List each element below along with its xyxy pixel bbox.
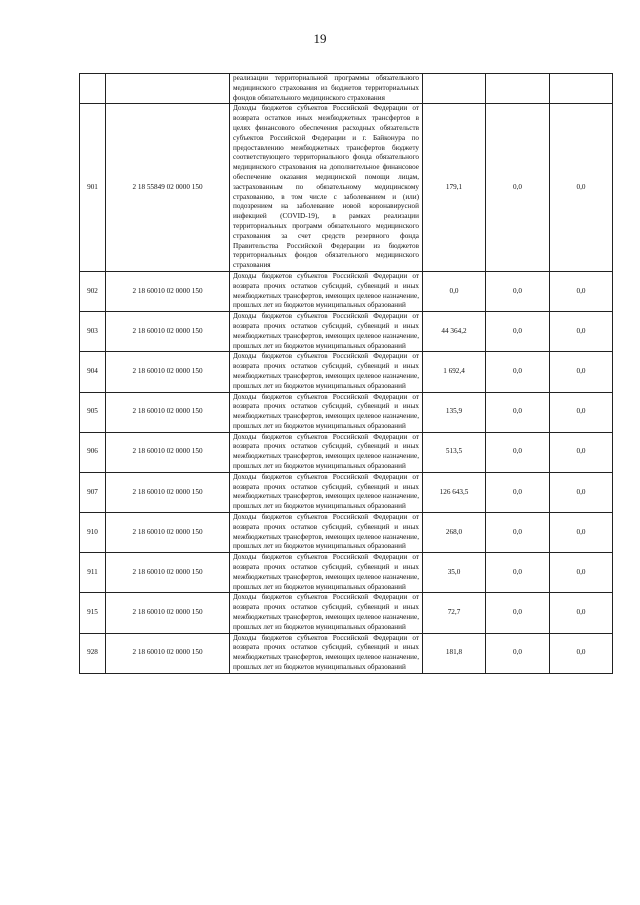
table-row [80,633,613,673]
amount-year-1-cell: 268,0 [423,513,486,553]
revenue-name-cell: Доходы бюджетов субъектов Российской Федерации от возврата прочих остатков субсидий, субвенций и иных межбюджетных трансфертов, имеющих целевое назначение, прошлых лет из бюджетов муниципальных образований [230,312,423,352]
budget-classification-code-cell: 2 18 55849 02 0000 150 [106,104,230,272]
amount-year-2-cell: 0,0 [486,312,550,352]
revenue-name-cell: Доходы бюджетов субъектов Российской Федерации от возврата прочих остатков субсидий, субвенций и иных межбюджетных трансфертов, имеющих целевое назначение, прошлых лет из бюджетов муниципальных образований [230,352,423,392]
budget-classification-code-cell: 2 18 60010 02 0000 150 [106,432,230,472]
amount-year-2-cell: 0,0 [486,513,550,553]
budget-classification-code-cell: 2 18 60010 02 0000 150 [106,593,230,633]
table-row [80,271,613,311]
admin-code-cell: 903 [80,312,106,352]
admin-code-cell: 901 [80,104,106,272]
budget-classification-code-cell: 2 18 60010 02 0000 150 [106,352,230,392]
amount-year-2-cell: 0,0 [486,392,550,432]
amount-year-3-cell: 0,0 [550,312,613,352]
amount-year-3-cell: 0,0 [550,633,613,673]
revenue-name-cell: Доходы бюджетов субъектов Российской Федерации от возврата прочих остатков субсидий, субвенций и иных межбюджетных трансфертов, имеющих целевое назначение, прошлых лет из бюджетов муниципальных образований [230,392,423,432]
budget-classification-code-cell: 2 18 60010 02 0000 150 [106,633,230,673]
amount-year-3-cell: 0,0 [550,104,613,272]
revenue-name-cell: Доходы бюджетов субъектов Российской Федерации от возврата прочих остатков субсидий, субвенций и иных межбюджетных трансфертов, имеющих целевое назначение, прошлых лет из бюджетов муниципальных образований [230,472,423,512]
amount-year-1-cell: 72,7 [423,593,486,633]
amount-year-3-cell: 0,0 [550,352,613,392]
amount-year-2-cell: 0,0 [486,104,550,272]
revenue-name-cell: Доходы бюджетов субъектов Российской Федерации от возврата прочих остатков субсидий, субвенций и иных межбюджетных трансфертов, имеющих целевое назначение, прошлых лет из бюджетов муниципальных образований [230,633,423,673]
amount-year-2-cell [486,74,550,104]
amount-year-2-cell: 0,0 [486,593,550,633]
budget-classification-code-cell: 2 18 60010 02 0000 150 [106,392,230,432]
admin-code-cell: 907 [80,472,106,512]
admin-code-cell: 906 [80,432,106,472]
amount-year-1-cell: 135,9 [423,392,486,432]
revenue-name-cell: Доходы бюджетов субъектов Российской Федерации от возврата остатков иных межбюджетных трансфертов в целях финансового обеспечения расходных обязательств субъектов Российской Федерации и г. Байконура по предоставлению межбюджетных трансфертов бюджету соответствующего территориального фонда обязательного медицинского страхования на дополнительное финансовое обеспечение оказания медицинской помощи лицам, застрахованным по обязательному медицинскому страхованию, в том числе с заболеванием и (или) подозрением на заболевание новой коронавирусной инфекцией (COVID-19), в рамках реализации территориальных программ обязательного медицинского страхования за счет средств резервного фонда Правительства Российской Федерации из бюджетов территориальных фондов обязательного медицинского страхования [230,104,423,272]
amount-year-2-cell: 0,0 [486,553,550,593]
budget-classification-code-cell: 2 18 60010 02 0000 150 [106,513,230,553]
table-row [80,432,613,472]
admin-code-cell: 902 [80,271,106,311]
amount-year-3-cell: 0,0 [550,432,613,472]
revenue-name-cell: реализации территориальной программы обязательного медицинского страхования из бюджетов территориальных фондов обязательного медицинского страхования [230,74,423,104]
amount-year-1-cell: 35,0 [423,553,486,593]
amount-year-3-cell: 0,0 [550,392,613,432]
amount-year-3-cell: 0,0 [550,513,613,553]
table-row [80,392,613,432]
amount-year-2-cell: 0,0 [486,472,550,512]
table-row [80,104,613,272]
amount-year-1-cell [423,74,486,104]
budget-classification-code-cell [106,74,230,104]
admin-code-cell: 904 [80,352,106,392]
amount-year-1-cell: 126 643,5 [423,472,486,512]
table-row [80,553,613,593]
page-number: 19 [313,31,327,46]
revenue-table [79,73,613,674]
amount-year-2-cell: 0,0 [486,352,550,392]
revenue-name-cell: Доходы бюджетов субъектов Российской Федерации от возврата прочих остатков субсидий, субвенций и иных межбюджетных трансфертов, имеющих целевое назначение, прошлых лет из бюджетов муниципальных образований [230,271,423,311]
amount-year-1-cell: 0,0 [423,271,486,311]
table-row [80,593,613,633]
revenue-name-cell: Доходы бюджетов субъектов Российской Федерации от возврата прочих остатков субсидий, субвенций и иных межбюджетных трансфертов, имеющих целевое назначение, прошлых лет из бюджетов муниципальных образований [230,513,423,553]
amount-year-1-cell: 179,1 [423,104,486,272]
amount-year-3-cell: 0,0 [550,472,613,512]
amount-year-3-cell [550,74,613,104]
amount-year-3-cell: 0,0 [550,271,613,311]
amount-year-1-cell: 513,5 [423,432,486,472]
revenue-name-cell: Доходы бюджетов субъектов Российской Федерации от возврата прочих остатков субсидий, субвенций и иных межбюджетных трансфертов, имеющих целевое назначение, прошлых лет из бюджетов муниципальных образований [230,432,423,472]
budget-classification-code-cell: 2 18 60010 02 0000 150 [106,271,230,311]
budget-classification-code-cell: 2 18 60010 02 0000 150 [106,312,230,352]
amount-year-3-cell: 0,0 [550,553,613,593]
amount-year-1-cell: 1 692,4 [423,352,486,392]
revenue-name-cell: Доходы бюджетов субъектов Российской Федерации от возврата прочих остатков субсидий, субвенций и иных межбюджетных трансфертов, имеющих целевое назначение, прошлых лет из бюджетов муниципальных образований [230,593,423,633]
amount-year-1-cell: 44 364,2 [423,312,486,352]
table-row [80,74,613,104]
admin-code-cell: 905 [80,392,106,432]
admin-code-cell: 911 [80,553,106,593]
amount-year-3-cell: 0,0 [550,593,613,633]
amount-year-2-cell: 0,0 [486,271,550,311]
budget-classification-code-cell: 2 18 60010 02 0000 150 [106,472,230,512]
admin-code-cell: 928 [80,633,106,673]
revenue-name-cell: Доходы бюджетов субъектов Российской Федерации от возврата прочих остатков субсидий, субвенций и иных межбюджетных трансфертов, имеющих целевое назначение, прошлых лет из бюджетов муниципальных образований [230,553,423,593]
admin-code-cell [80,74,106,104]
table-row [80,472,613,512]
amount-year-2-cell: 0,0 [486,633,550,673]
budget-classification-code-cell: 2 18 60010 02 0000 150 [106,553,230,593]
admin-code-cell: 915 [80,593,106,633]
amount-year-1-cell: 181,8 [423,633,486,673]
amount-year-2-cell: 0,0 [486,432,550,472]
table-row [80,352,613,392]
table-row [80,312,613,352]
admin-code-cell: 910 [80,513,106,553]
table-row [80,513,613,553]
